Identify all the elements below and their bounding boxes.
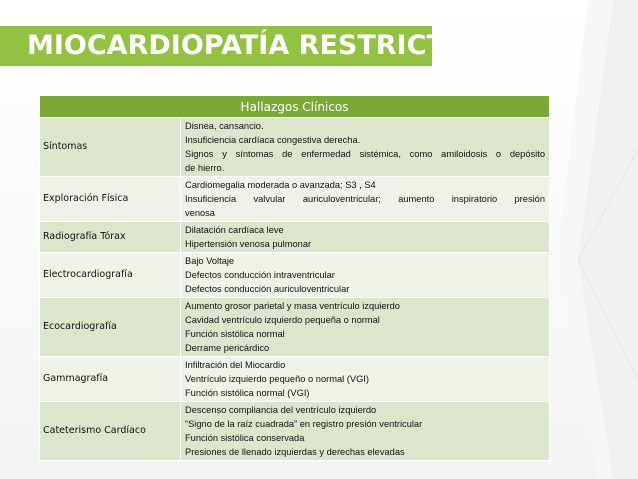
finding-line: Insuficiencia valvular auriculoventricular; aumento inspiratorio presión xyxy=(185,194,545,204)
finding-line: Función sistólica conservada xyxy=(185,433,305,443)
finding-line: Presiones de llenado izquierdas y derechas elevadas xyxy=(185,447,405,457)
row-content-sintomas xyxy=(181,118,550,177)
row-label-electrocardiografia: Electrocardiografía xyxy=(40,253,181,298)
row-content-cateterismo xyxy=(181,402,550,461)
row-content-ecocardiografia xyxy=(181,298,550,357)
finding-line: Descenso compliancia del ventrículo izquierdo xyxy=(185,405,377,415)
finding-line: Hipertensión venosa pulmonar xyxy=(185,239,312,249)
finding-line: Infiltración del Miocardio xyxy=(185,360,286,370)
finding-line: “Signo de la raíz cuadrada” en registro presión ventricular xyxy=(185,419,423,429)
finding-line: Ventrículo izquierdo pequeño o normal (VGI) xyxy=(185,374,369,384)
finding-line: Signos y síntomas de enfermedad sistémica, como amiloidosis o depósito xyxy=(185,149,545,159)
finding-line: de hierro. xyxy=(185,163,225,173)
row-content-radiografia xyxy=(181,222,550,253)
table-row xyxy=(40,222,550,253)
row-label-gammagrafia: Gammagrafía xyxy=(40,357,181,402)
table-header: Hallazgos Clínicos xyxy=(40,96,550,118)
row-content-gammagrafia xyxy=(181,357,550,402)
finding-line: Disnea, cansancio. xyxy=(185,121,264,131)
slide-title: MIOCARDIOPATÍA RESTRICTIVA xyxy=(27,30,495,61)
finding-line: Cardiomegalia moderada o avanzada; S3 , S4 xyxy=(185,180,376,190)
finding-line: Insuficiencia cardíaca congestiva derecha. xyxy=(185,135,361,145)
row-label-ecocardiografia: Ecocardiografía xyxy=(40,298,181,357)
finding-line: Aumento grosor parietal y masa ventrículo izquierdo xyxy=(185,301,400,311)
table-row xyxy=(40,253,550,298)
table-row xyxy=(40,118,550,177)
finding-line: Bajo Voltaje xyxy=(185,256,235,266)
table-row xyxy=(40,402,550,461)
row-content-electrocardiografia xyxy=(181,253,550,298)
row-label-sintomas: Síntomas xyxy=(40,118,181,177)
clinical-findings-table xyxy=(39,95,550,461)
row-label-radiografia: Radiografía Tórax xyxy=(40,222,181,253)
finding-line: Cavidad ventrículo izquierdo pequeña o normal xyxy=(185,315,380,325)
finding-line: Defectos conducción auriculoventricular xyxy=(185,284,350,294)
finding-line: Dilatación cardíaca leve xyxy=(185,225,284,235)
row-label-exploracion: Exploración Física xyxy=(40,177,181,222)
finding-line: venosa xyxy=(185,208,215,218)
table-row xyxy=(40,357,550,402)
finding-line: Función sistólica normal xyxy=(185,329,285,339)
finding-line: Defectos conducción intraventricular xyxy=(185,270,335,280)
finding-line: Derrame pericárdico xyxy=(185,343,270,353)
table-row xyxy=(40,298,550,357)
row-content-exploracion xyxy=(181,177,550,222)
row-label-cateterismo: Cateterismo Cardíaco xyxy=(40,402,181,461)
table-row xyxy=(40,177,550,222)
finding-line: Función sistólica normal (VGI) xyxy=(185,388,310,398)
